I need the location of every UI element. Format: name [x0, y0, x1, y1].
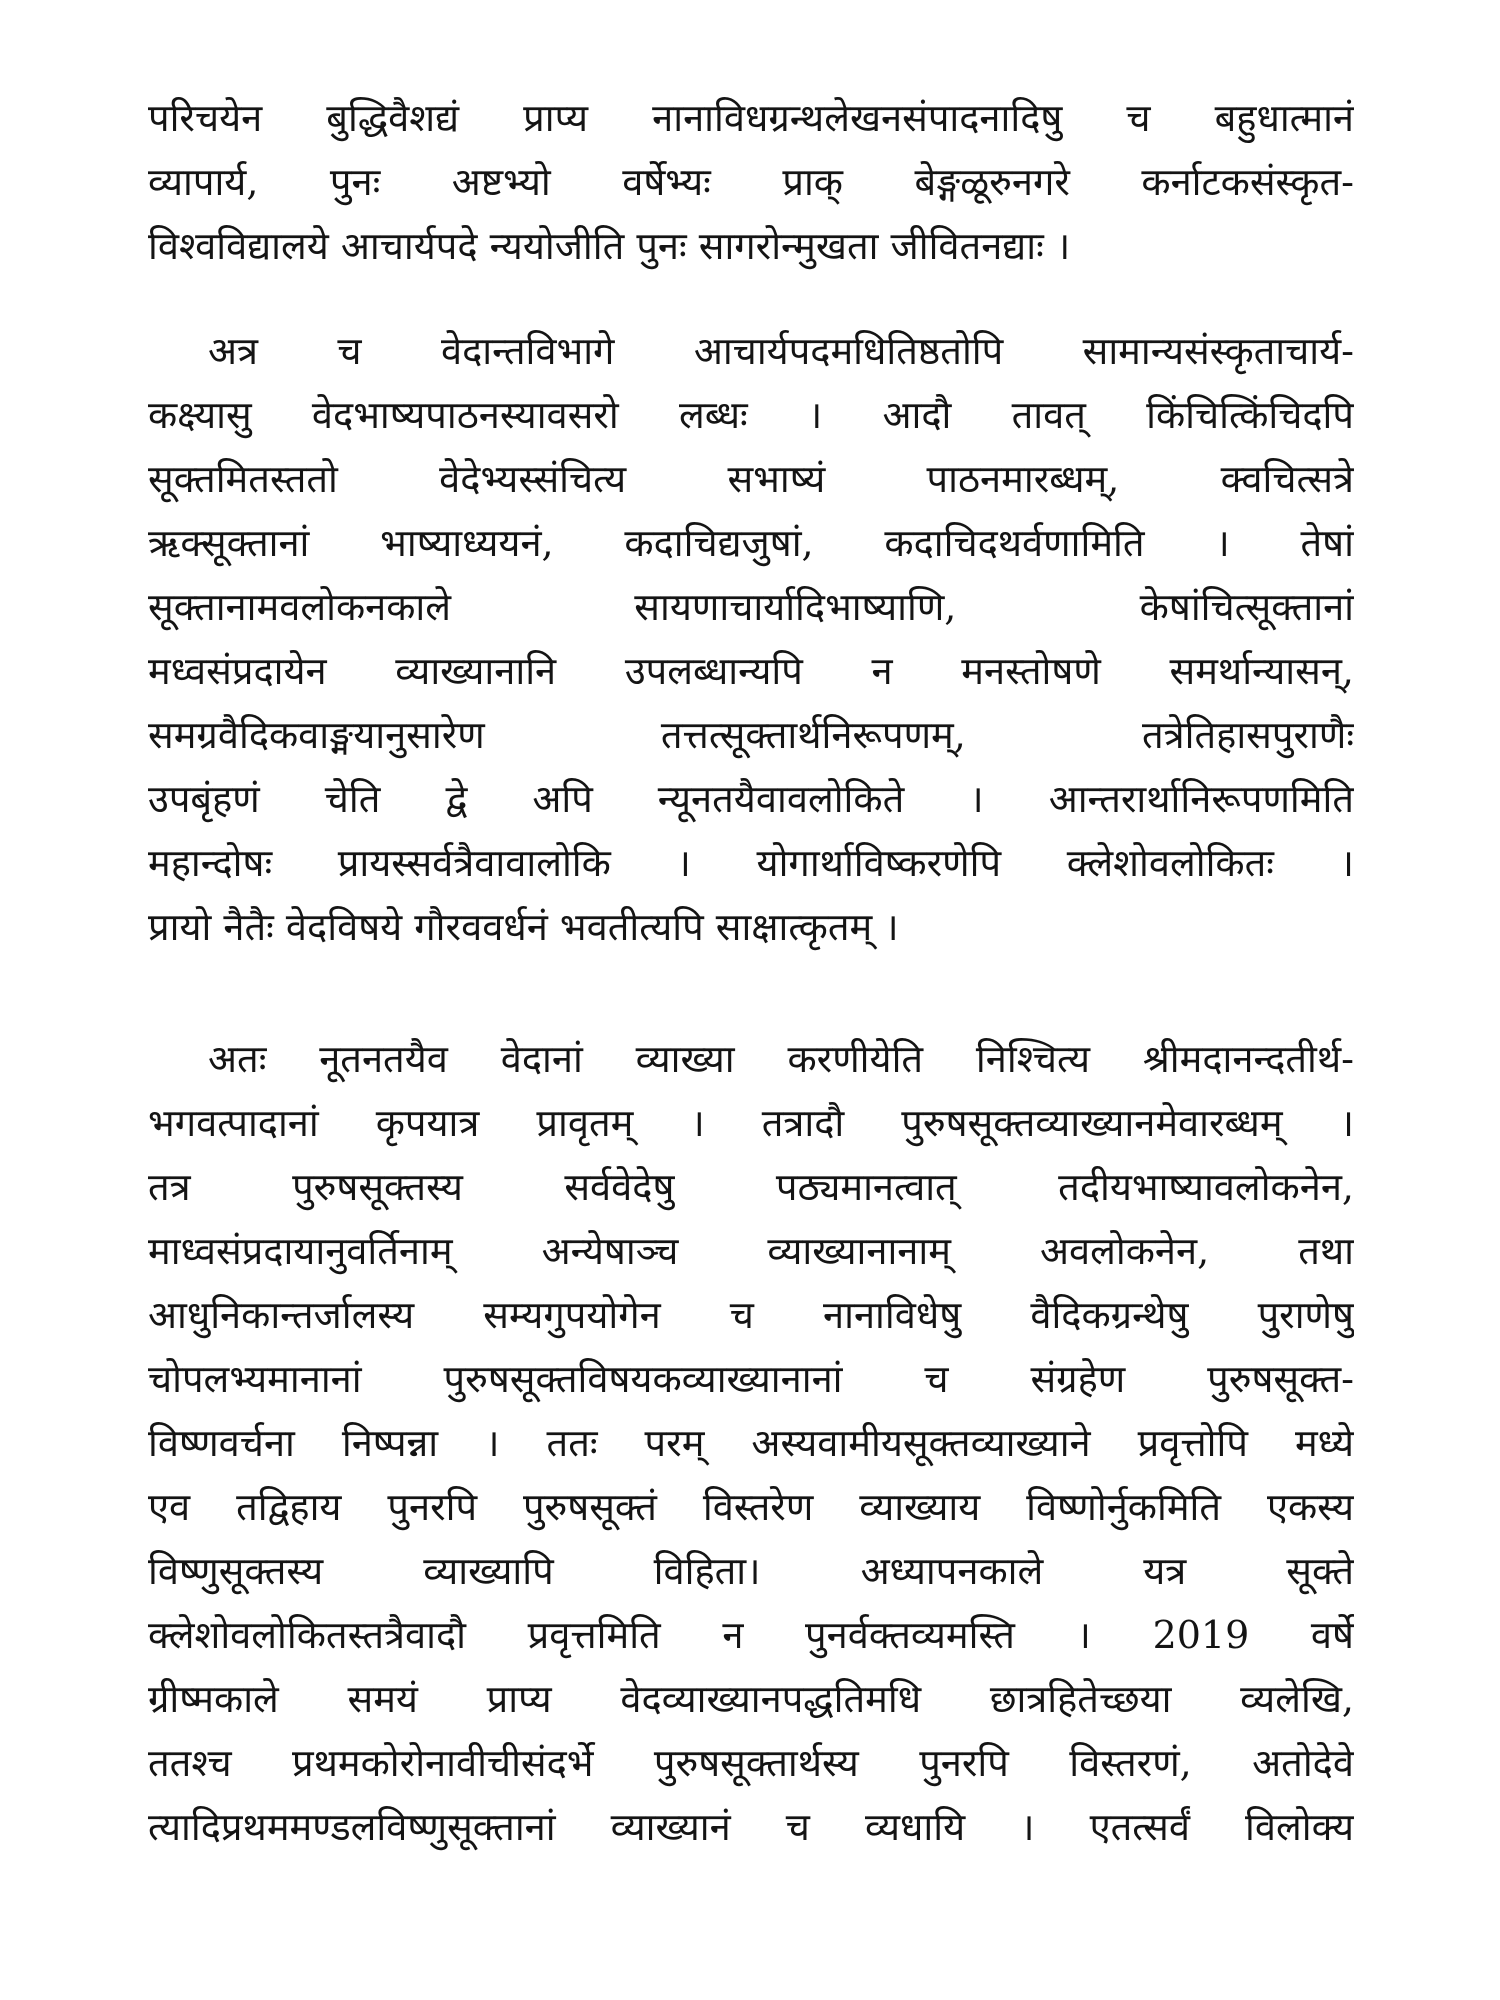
text-line: अतः नूतनतयैव वेदानां व्याख्या करणीयेति निश्चित्य श्रीमदानन्दतीर्थ- [208, 1037, 1354, 1081]
text-line: आधुनिकान्तर्जालस्य सम्यगुपयोगेन च नानाविधेषु वैदिकग्रन्थेषु पुराणेषु [148, 1293, 1354, 1337]
paragraph-1 [148, 86, 1354, 278]
text-line: तत्र पुरुषसूक्तस्य सर्ववेदेषु पठ्यमानत्वात् तदीयभाष्यावलोकनेन, [148, 1165, 1354, 1209]
text-line: प्रायो नैतैः वेदविषये गौरववर्धनं भवतीत्यपि साक्षात्कृतम् । [148, 905, 899, 949]
paragraph-3 [148, 1027, 1354, 1859]
text-line: उपबृंहणं चेति द्वे अपि न्यूनतयैवावलोकिते । आन्तरार्थानिरूपणमिति [148, 777, 1354, 821]
text-line: त्यादिप्रथममण्डलविष्णुसूक्तानां व्याख्यानं च व्यधायि । एतत्सर्वं विलोक्य [148, 1805, 1354, 1849]
text-line: चोपलभ्यमानानां पुरुषसूक्तविषयकव्याख्यानानां च संग्रहेण पुरुषसूक्त- [148, 1357, 1354, 1401]
text-line: परिचयेन बुद्धिवैशद्यं प्राप्य नानाविधग्रन्थलेखनसंपादनादिषु च बहुधात्मानं [148, 96, 1354, 140]
text-line: सूक्तमितस्ततो वेदेभ्यस्संचित्य सभाष्यं पाठनमारब्धम्, क्वचित्सत्रे [148, 457, 1354, 501]
text-line: ऋक्सूक्तानां भाष्याध्ययनं, कदाचिद्यजुषां, कदाचिदथर्वणामिति । तेषां [148, 521, 1354, 565]
text-line: माध्वसंप्रदायानुवर्तिनाम् अन्येषाञ्च व्याख्यानानाम् अवलोकनेन, तथा [148, 1229, 1354, 1273]
text-line: व्यापार्य, पुनः अष्टभ्यो वर्षेभ्यः प्राक् बेङ्गळूरुनगरे कर्नाटकसंस्कृत- [148, 160, 1354, 204]
text-line: मध्वसंप्रदायेन व्याख्यानानि उपलब्धान्यपि न मनस्तोषणे समर्थान्यासन्, [148, 649, 1354, 693]
text-line: एव तद्विहाय पुनरपि पुरुषसूक्तं विस्तरेण व्याख्याय विष्णोर्नुकमिति एकस्य [148, 1485, 1354, 1529]
text-line: अत्र च वेदान्तविभागे आचार्यपदमधितिष्ठतोपि सामान्यसंस्कृताचार्य- [208, 329, 1354, 373]
text-line: ग्रीष्मकाले समयं प्राप्य वेदव्याख्यानपद्धतिमधि छात्रहितेच्छया व्यलेखि, [148, 1677, 1354, 1721]
text-line: विष्णवर्चना निष्पन्ना । ततः परम् अस्यवामीयसूक्तव्याख्याने प्रवृत्तोपि मध्ये [148, 1421, 1354, 1465]
text-line: क्लेशोवलोकितस्तत्रैवादौ प्रवृत्तमिति न पुनर्वक्तव्यमस्ति । 2019 वर्षे [148, 1613, 1354, 1657]
text-line: समग्रवैदिकवाङ्मयानुसारेण तत्तत्सूक्तार्थनिरूपणम्, तत्रेतिहासपुराणैः [148, 713, 1354, 757]
text-line: कक्ष्यासु वेदभाष्यपाठनस्यावसरो लब्धः । आदौ तावत् किंचित्किंचिदपि [148, 393, 1354, 437]
text-line: सूक्तानामवलोकनकाले सायणाचार्यादिभाष्याणि, केषांचित्सूक्तानां [148, 585, 1354, 629]
text-line: महान्दोषः प्रायस्सर्वत्रैवावालोकि । योगार्थाविष्करणेपि क्लेशोवलोकितः । [148, 841, 1354, 885]
text-line: विष्णुसूक्तस्य व्याख्यापि विहिता। अध्यापनकाले यत्र सूक्ते [148, 1549, 1354, 1593]
text-line: विश्वविद्यालये आचार्यपदे न्ययोजीति पुनः सागरोन्मुखता जीवितनद्याः । [148, 224, 1071, 268]
text-line: ततश्च प्रथमकोरोनावीचीसंदर्भे पुरुषसूक्तार्थस्य पुनरपि विस्तरणं, अतोदेवे [148, 1741, 1354, 1785]
paragraph-2 [148, 319, 1354, 959]
text-line: भगवत्पादानां कृपयात्र प्रावृतम् । तत्रादौ पुरुषसूक्तव्याख्यानमेवारब्धम् । [148, 1101, 1354, 1145]
